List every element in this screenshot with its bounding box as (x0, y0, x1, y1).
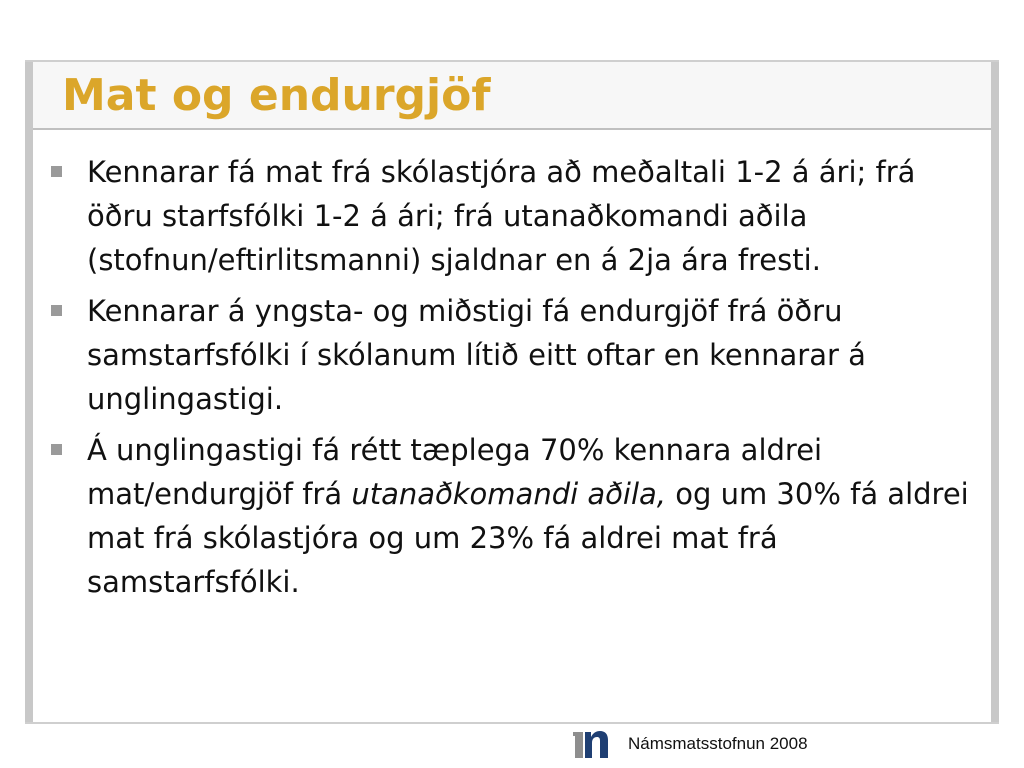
left-frame-bar (25, 60, 33, 724)
bullet-list (45, 150, 975, 611)
slide-title: Mat og endurgjöf (62, 70, 491, 121)
bullet-text: Kennarar á yngsta- og miðstigi fá endurgjöf frá öðru samstarfsfólki í skólanum lítið eitt oftar en kennarar á unglingastigi. (87, 294, 866, 416)
bullet-text-emphasis: utanaðkomandi aðila, (351, 477, 666, 511)
square-bullet-icon (51, 166, 62, 177)
bullet-text-start: Á unglingastigi fá rétt tæplega 70% kennara aldrei mat/endurgjöf frá (87, 433, 823, 511)
footer-credit: Námsmatsstofnun 2008 (628, 734, 808, 753)
bullet-item (45, 428, 975, 604)
square-bullet-icon (51, 305, 62, 316)
bullet-item (45, 150, 975, 282)
title-divider (33, 128, 991, 130)
square-bullet-icon (51, 444, 62, 455)
right-frame-bar (991, 60, 999, 724)
bottom-frame-rule (25, 722, 999, 724)
bullet-item (45, 289, 975, 421)
bullet-text: Kennarar fá mat frá skólastjóra að meðaltali 1-2 á ári; frá öðru starfsfólki 1-2 á ári; frá utanaðkomandi aðila (stofnun/eftirlitsmanni) sjaldnar en á 2ja ára fresti. (87, 155, 916, 277)
bullet-text-end: og um 30% fá aldrei mat frá skólastjóra og um 23% fá aldrei mat frá samstarfsfólki. (87, 477, 969, 599)
namsmatsstofnun-logo-icon (571, 727, 611, 763)
